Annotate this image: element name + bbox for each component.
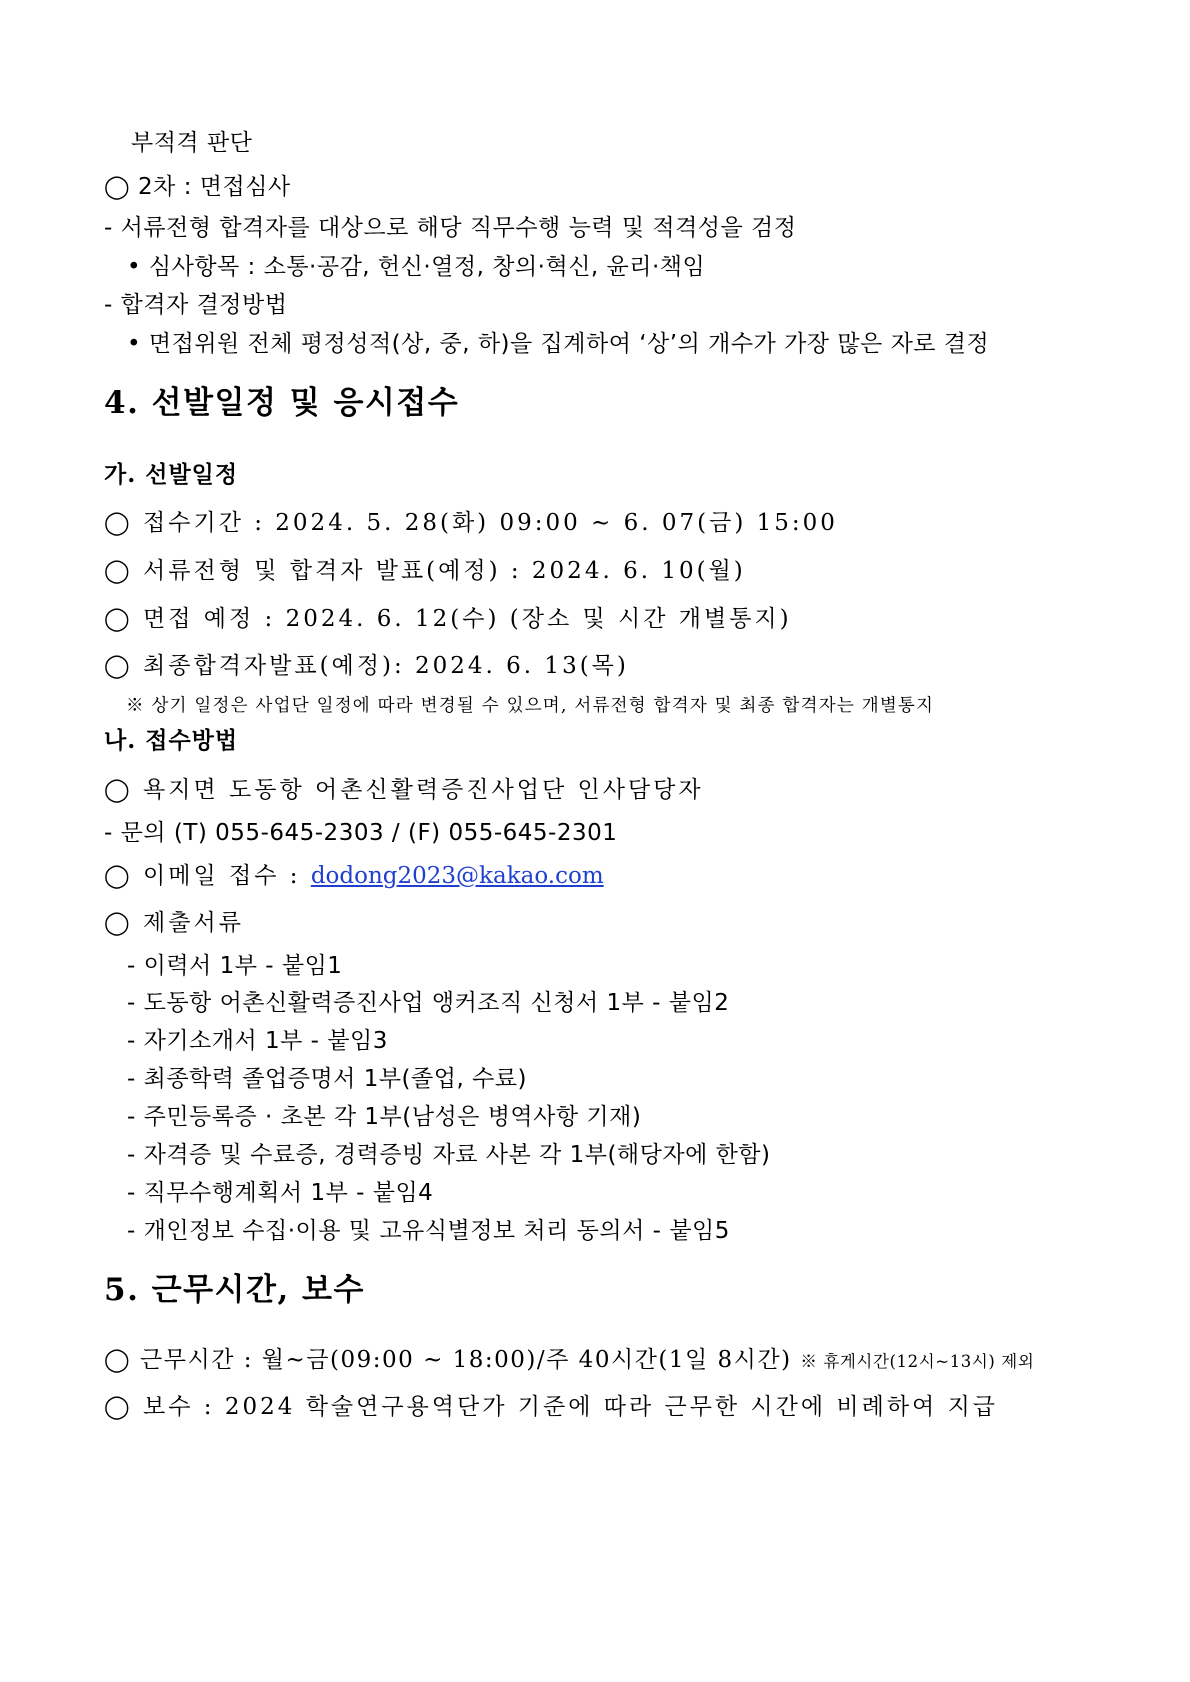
schedule-item-document-result: ◯ 서류전형 및 합격자 발표(예정) : 2024. 6. 10(월) [104, 558, 746, 584]
email-label: ◯ 이메일 접수 : [104, 863, 311, 889]
application-method-subtitle: 나. 접수방법 [104, 727, 239, 754]
round2-method-detail: • 면접위원 전체 평정성적(상, 중, 하)을 집계하여 ‘상’의 개수가 가장 많은 자로 결정 [127, 331, 990, 357]
schedule-item-application-period: ◯ 접수기간 : 2024. 5. 28(화) 09:00 ∼ 6. 07(금) 15:00 [104, 510, 838, 536]
round2-heading: ◯ 2차 : 면접심사 [104, 174, 291, 200]
round2-method: - 합격자 결정방법 [104, 292, 288, 318]
schedule-item-final-result: ◯ 최종합격자발표(예정): 2024. 6. 13(목) [104, 653, 629, 679]
working-hours-note: ※ 휴게시간(12시~13시) 제외 [800, 1352, 1035, 1371]
document-item: - 자격증 및 수료증, 경력증빙 자료 사본 각 1부(해당자에 한함) [127, 1142, 771, 1168]
document-item: - 최종학력 졸업증명서 1부(졸업, 수료) [127, 1066, 527, 1092]
schedule-subtitle: 가. 선발일정 [104, 461, 239, 488]
document-item: - 자기소개서 1부 - 붙임3 [127, 1028, 388, 1054]
compensation: ◯ 보수 : 2024 학술연구용역단가 기준에 따라 근무한 시간에 비례하여 지급 [104, 1394, 999, 1420]
document-item: - 도동항 어촌신활력증진사업 앵커조직 신청서 1부 - 붙임2 [127, 990, 730, 1016]
documents-heading: ◯ 제출서류 [104, 910, 244, 936]
schedule-item-interview: ◯ 면접 예정 : 2024. 6. 12(수) (장소 및 시간 개별통지) [104, 606, 792, 632]
document-item: - 이력서 1부 - 붙임1 [127, 953, 343, 979]
section4-title: 4. 선발일정 및 응시접수 [104, 385, 460, 421]
contact-phone-fax: - 문의 (T) 055-645-2303 / (F) 055-645-2301 [104, 820, 618, 846]
email-link[interactable]: dodong2023@kakao.com [310, 863, 604, 889]
schedule-note: ※ 상기 일정은 사업단 일정에 따라 변경될 수 있으며, 서류전형 합격자 및 최종 합격자는 개별통지 [126, 696, 935, 716]
document-item: - 직무수행계획서 1부 - 붙임4 [127, 1180, 434, 1206]
email-submission [104, 861, 604, 891]
document-item: - 개인정보 수집·이용 및 고유식별정보 처리 동의서 - 붙임5 [127, 1218, 730, 1244]
working-hours [104, 1345, 1034, 1377]
round2-target: - 서류전형 합격자를 대상으로 해당 직무수행 능력 및 적격성을 검정 [104, 215, 797, 241]
selection-criteria-continuation: 부적격 판단 [131, 130, 253, 156]
round2-items: • 심사항목 : 소통·공감, 헌신·열정, 창의·혁신, 윤리·책임 [127, 254, 706, 280]
working-hours-text: ◯ 근무시간 : 월~금(09:00 ~ 18:00)/주 40시간(1일 8시간) [104, 1347, 792, 1373]
document-item: - 주민등록증 · 초본 각 1부(남성은 병역사항 기재) [127, 1104, 642, 1130]
section5-title: 5. 근무시간, 보수 [104, 1272, 365, 1308]
contact-organization: ◯ 욕지면 도동항 어촌신활력증진사업단 인사담당자 [104, 777, 704, 803]
